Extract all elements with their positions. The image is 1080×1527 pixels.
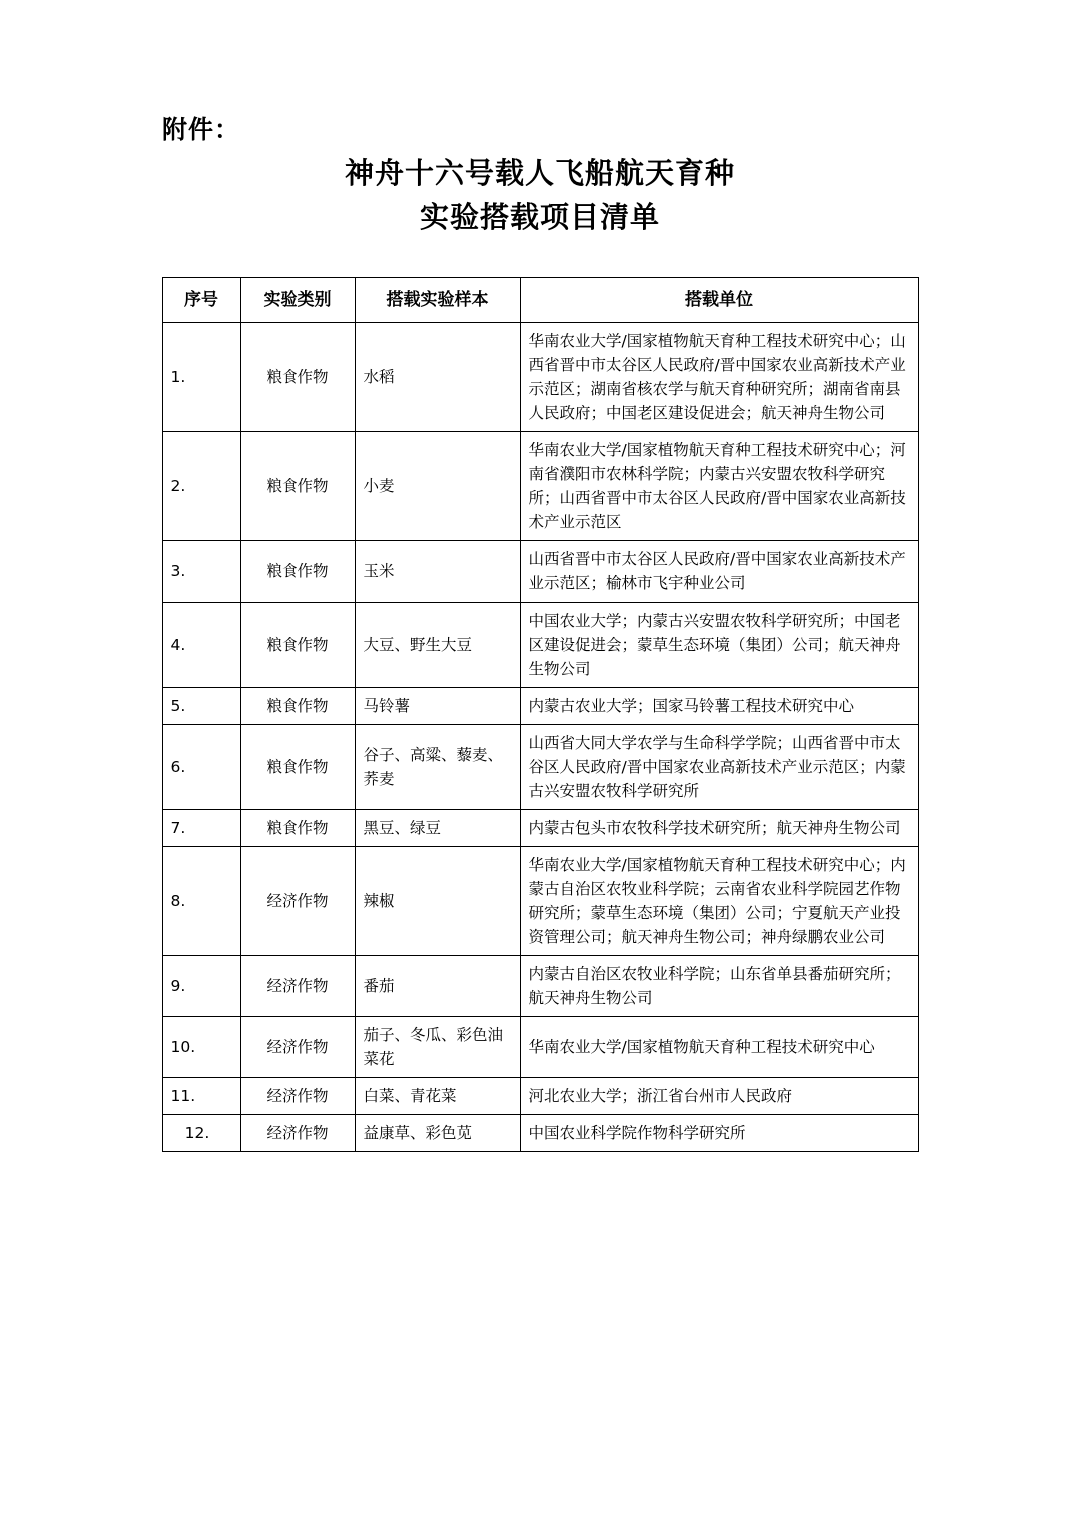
table-row [162, 809, 918, 846]
cell-sample: 马铃薯 [355, 687, 520, 724]
cell-unit: 内蒙古自治区农牧业科学院；山东省单县番茄研究所；航天神舟生物公司 [520, 955, 918, 1016]
cell-unit: 华南农业大学/国家植物航天育种工程技术研究中心 [520, 1016, 918, 1077]
cell-sample: 辣椒 [355, 846, 520, 955]
cell-sample: 白菜、青花菜 [355, 1077, 520, 1114]
page-title-line-2: 实验搭载项目清单 [419, 199, 660, 234]
cell-no: 5. [162, 687, 240, 724]
cell-no: 11. [162, 1077, 240, 1114]
table-row [162, 323, 918, 432]
attachment-label: 附件： [162, 115, 241, 144]
cell-category: 粮食作物 [240, 809, 355, 846]
table-row [162, 687, 918, 724]
table-row [162, 541, 918, 602]
table-row [162, 1016, 918, 1077]
cell-sample: 大豆、野生大豆 [355, 602, 520, 687]
cell-unit: 华南农业大学/国家植物航天育种工程技术研究中心；内蒙古自治区农牧业科学院；云南省农业科学院园艺作物研究所；蒙草生态环境（集团）公司；宁夏航天产业投资管理公司；航天神舟生物公司；神舟绿鹏农业公司 [520, 846, 918, 955]
table-row [162, 602, 918, 687]
table-row [162, 1114, 918, 1151]
table-row [162, 432, 918, 541]
column-header-sample: 搭载实验样本 [355, 278, 520, 323]
table-row [162, 724, 918, 809]
cell-category: 粮食作物 [240, 432, 355, 541]
cell-no: 9. [162, 955, 240, 1016]
cell-no: 4. [162, 602, 240, 687]
cell-no: 12. [162, 1114, 240, 1151]
cell-no: 7. [162, 809, 240, 846]
cell-sample: 谷子、高粱、藜麦、荞麦 [355, 724, 520, 809]
cell-unit: 山西省晋中市太谷区人民政府/晋中国家农业高新技术产业示范区；榆林市飞宇种业公司 [520, 541, 918, 602]
cell-sample: 益康草、彩色苋 [355, 1114, 520, 1151]
table-header-row [162, 278, 918, 323]
cell-no: 10. [162, 1016, 240, 1077]
column-header-category: 实验类别 [240, 278, 355, 323]
cell-category: 粮食作物 [240, 323, 355, 432]
cell-sample: 玉米 [355, 541, 520, 602]
table-row [162, 846, 918, 955]
cell-category: 粮食作物 [240, 687, 355, 724]
cell-category: 经济作物 [240, 1114, 355, 1151]
cell-unit: 内蒙古农业大学；国家马铃薯工程技术研究中心 [520, 687, 918, 724]
cell-category: 经济作物 [240, 1016, 355, 1077]
cell-no: 2. [162, 432, 240, 541]
cell-no: 6. [162, 724, 240, 809]
cell-no: 1. [162, 323, 240, 432]
table-row [162, 955, 918, 1016]
cell-unit: 中国农业大学；内蒙古兴安盟农牧科学研究所；中国老区建设促进会；蒙草生态环境（集团）公司；航天神舟生物公司 [520, 602, 918, 687]
payload-list-table [162, 277, 919, 1152]
cell-unit: 内蒙古包头市农牧科学技术研究所；航天神舟生物公司 [520, 809, 918, 846]
page-title [150, 152, 930, 239]
cell-sample: 小麦 [355, 432, 520, 541]
cell-category: 粮食作物 [240, 724, 355, 809]
cell-unit: 河北农业大学；浙江省台州市人民政府 [520, 1077, 918, 1114]
cell-category: 粮食作物 [240, 541, 355, 602]
page-title-line-1: 神舟十六号载人飞船航天育种 [344, 156, 735, 190]
cell-unit: 中国农业科学院作物科学研究所 [520, 1114, 918, 1151]
cell-sample: 黑豆、绿豆 [355, 809, 520, 846]
cell-sample: 水稻 [355, 323, 520, 432]
cell-category: 经济作物 [240, 955, 355, 1016]
cell-unit: 山西省大同大学农学与生命科学学院；山西省晋中市太谷区人民政府/晋中国家农业高新技术产业示范区；内蒙古兴安盟农牧科学研究所 [520, 724, 918, 809]
column-header-unit: 搭载单位 [520, 278, 918, 323]
cell-category: 粮食作物 [240, 602, 355, 687]
cell-unit: 华南农业大学/国家植物航天育种工程技术研究中心；河南省濮阳市农林科学院；内蒙古兴安盟农牧科学研究所；山西省晋中市太谷区人民政府/晋中国家农业高新技术产业示范区 [520, 432, 918, 541]
table-row [162, 1077, 918, 1114]
cell-category: 经济作物 [240, 1077, 355, 1114]
cell-sample: 番茄 [355, 955, 520, 1016]
cell-unit: 华南农业大学/国家植物航天育种工程技术研究中心；山西省晋中市太谷区人民政府/晋中国家农业高新技术产业示范区；湖南省核农学与航天育种研究所；湖南省南县人民政府；中国老区建设促进会；航天神舟生物公司 [520, 323, 918, 432]
cell-sample: 茄子、冬瓜、彩色油菜花 [355, 1016, 520, 1077]
cell-category: 经济作物 [240, 846, 355, 955]
cell-no: 3. [162, 541, 240, 602]
cell-no: 8. [162, 846, 240, 955]
column-header-no: 序号 [162, 278, 240, 323]
